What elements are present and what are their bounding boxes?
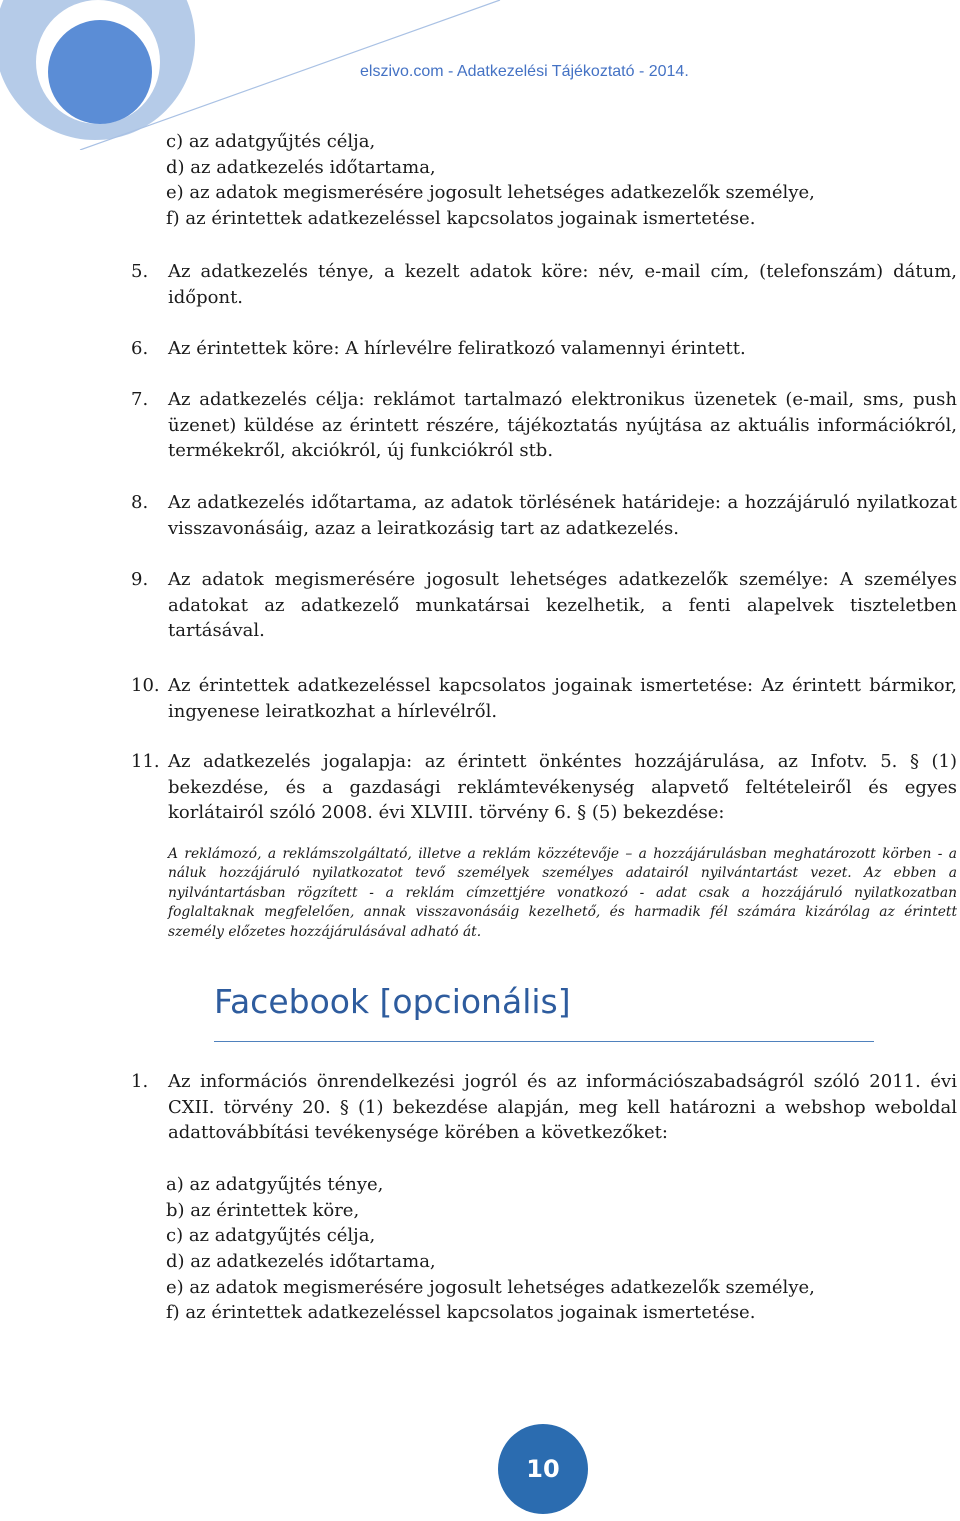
list-item: a) az adatgyűjtés ténye, (166, 1174, 384, 1195)
item-text: Az adatkezelés időtartama, az adatok törlésének határideje: a hozzájáruló nyilatkozat visszavonásáig, azaz a leiratkozásig tart az adatkezelés. (168, 492, 957, 539)
heading-underline (214, 1041, 874, 1042)
item-text: Az adatkezelés jogalapja: az érintett önkéntes hozzájárulása, az Infotv. 5. § (1) bekezdése, és a gazdasági reklámtevékenység alapvető feltételeiről és egyes korlátairól szóló 2008. évi XLVIII. törvény 6. § (5) bekezdése: (168, 751, 957, 823)
item-number: 8. (131, 492, 149, 513)
item-text: Az érintettek adatkezeléssel kapcsolatos jogainak ismertetése: Az érintett bármikor, ingyenese leiratkozhat a hírlevélről. (168, 675, 957, 722)
item-text: Az információs önrendelkezési jogról és az információszabadságról szóló 2011. évi CXII. törvény 20. § (1) bekezdése alapján, meg kell határozni a webshop weboldal adattovábbítási tevékenysége körében a következőket: (168, 1071, 957, 1143)
list-item: d) az adatkezelés időtartama, (166, 157, 436, 178)
decor-circle-inner (48, 20, 152, 124)
running-header: elszivo.com - Adatkezelési Tájékoztató - 2014. (360, 63, 689, 80)
section-heading: Facebook [opcionális] (214, 982, 571, 1021)
item-text: Az adatkezelés ténye, a kezelt adatok köre: név, e-mail cím, (telefonszám) dátum, időpont. (168, 261, 957, 308)
list-item: e) az adatok megismerésére jogosult lehetséges adatkezelők személye, (166, 1277, 815, 1298)
list-item: d) az adatkezelés időtartama, (166, 1251, 436, 1272)
list-item: f) az érintettek adatkezeléssel kapcsolatos jogainak ismertetése. (166, 1302, 756, 1323)
item-number: 1. (131, 1071, 149, 1092)
page-number-badge: 10 (498, 1424, 588, 1514)
item-number: 10. (131, 675, 160, 696)
legal-quote: A reklámozó, a reklámszolgáltató, illetve a reklám közzétevője – a hozzájárulásban meghatározott körben - a náluk hozzájáruló nyilatkozatot tevő személyek személyes adatairól nyilvántartást vezet. Az ebben a nyilvántartásban rögzített - a reklám címzettjére vonatkozó - adat csak a hozzájáruló nyilatkozatban foglaltaknak megfelelően, annak visszavonásáig kezelhető, és harmadik fél számára kizárólag az érintett személy előzetes hozzájárulásával adható át. (168, 846, 957, 940)
item-number: 5. (131, 261, 149, 282)
item-number: 9. (131, 569, 149, 590)
item-number: 7. (131, 389, 149, 410)
item-text: Az érintettek köre: A hírlevélre feliratkozó valamennyi érintett. (168, 338, 746, 359)
list-item: e) az adatok megismerésére jogosult lehetséges adatkezelők személye, (166, 182, 815, 203)
list-item: f) az érintettek adatkezeléssel kapcsolatos jogainak ismertetése. (166, 208, 756, 229)
item-number: 6. (131, 338, 149, 359)
list-item: c) az adatgyűjtés célja, (166, 131, 376, 152)
item-text: Az adatok megismerésére jogosult lehetséges adatkezelők személye: A személyes adatokat az adatkezelő munkatársai kezelhetik, a fenti alapelvek tiszteletben tartásával. (168, 569, 957, 641)
item-text: Az adatkezelés célja: reklámot tartalmazó elektronikus üzenetek (e-mail, sms, push üzenet) küldése az érintett részére, tájékoztatás nyújtása az aktuális információkról, termékekről, akciókról, új funkciókról stb. (168, 389, 957, 461)
list-item: c) az adatgyűjtés célja, (166, 1225, 376, 1246)
list-item: b) az érintettek köre, (166, 1200, 360, 1221)
item-number: 11. (131, 751, 160, 772)
